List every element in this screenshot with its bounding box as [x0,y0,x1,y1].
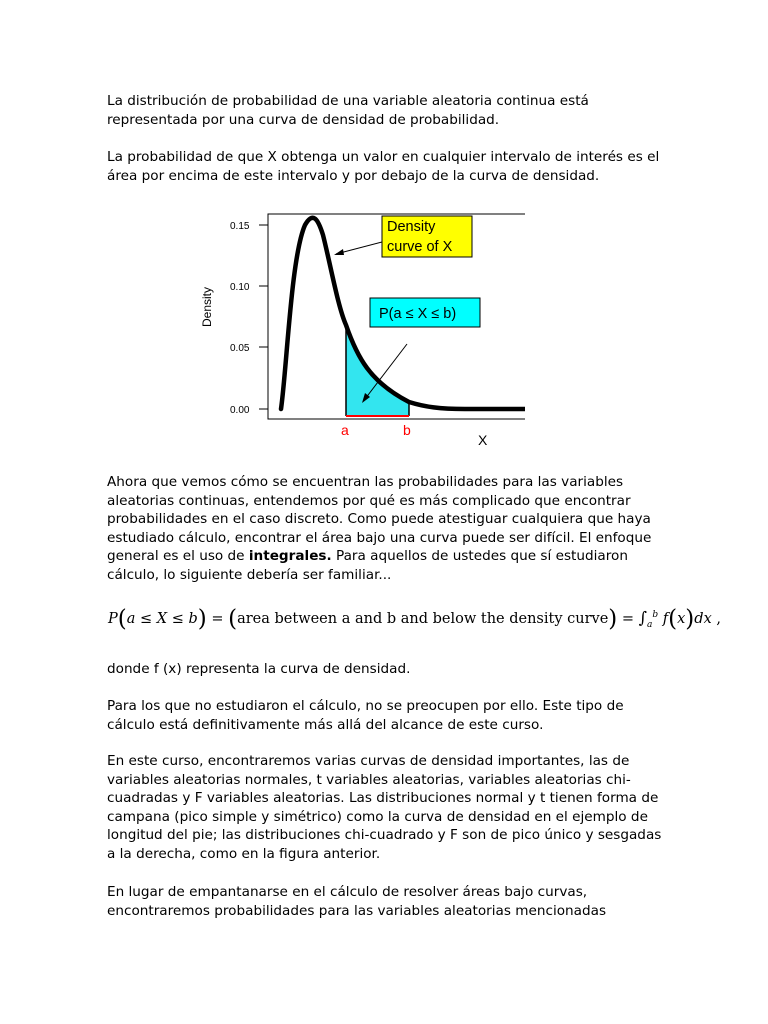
density-callout-arrowhead [334,249,344,255]
integral-symbol: ∫ [638,608,647,627]
formula-equals-1: = [211,611,224,627]
formula-paren-close: ) [197,606,207,632]
formula-x: x [677,611,686,627]
y-tick-label-015: 0.15 [230,221,250,232]
y-axis-label: Density [200,286,214,327]
integrals-paragraph-end: Para aquellos de ustedes que sí estudiaron cálculo, lo siguiente debería ser familiar... [107,548,628,583]
closing-paragraph: En lugar de empantanarse en el cálculo de resolver áreas bajo curvas, encontraremos probabilidades para las variables aleatorias mencionadas [107,884,607,919]
integrals-paragraph-start: Ahora que vemos cómo se encuentran las probabilidades para las variables aleatorias continuas, entendemos por qué es más complicado que encontrar probabilidades en el caso discreto. Como puede atestiguar cualquiera que haya estudiado cálculo, encontrar el área bajo una curva puede ser difícil. El enfoque general es el uso de [107,474,652,565]
density-callout-line2: curve of X [387,239,453,255]
formula-equals-2: = [621,611,635,627]
density-callout-line1: Density [387,219,436,235]
formula-dx: dx [694,611,712,627]
formula-lhs-inner: a ≤ X ≤ b [126,611,198,627]
y-tick-label-010: 0.10 [230,282,250,293]
integral-upper-limit: b [652,610,659,621]
density-curves-paragraph: En este curso, encontraremos varias curvas de densidad importantes, las de variables aleatorias normales, t variables aleatorias, variables aleatorias chi-cuadradas y F variables aleatorias. Las distribuciones normal y t tienen forma de campana (pico simple y simétrico) como la curva de densidad en el ejemplo de longitud del pie; las distribuciones chi-cuadrado y F son de pico único y sesgadas a la derecha, como en la figura anterior. [107,753,662,862]
y-tick-label-005: 0.05 [230,343,250,354]
y-tick-label-000: 0.00 [230,405,250,416]
formula-middle-text: area between a and b and below the density curve [237,611,609,627]
formula-p: P [108,611,118,627]
formula-paren-open: ( [117,606,127,632]
formula-paren-close-2: ) [608,606,618,632]
probability-integral-formula [108,606,748,642]
no-calculus-paragraph: Para los que no estudiaron el cálculo, no se preocupen por ello. Este tipo de cálculo está definitivamente más allá del alcance de este curso. [107,698,624,733]
x-axis-label: X [478,432,488,448]
integrals-keyword: integrales. [248,548,332,565]
formula-f: f [662,611,669,627]
integrals-paragraph [107,473,667,585]
probability-shaded-area [346,325,409,416]
formula-paren-open-2: ( [228,606,238,632]
formula-paren-close-3: ) [685,606,695,632]
formula-comma: , [716,611,721,627]
probability-paragraph: La probabilidad de que X obtenga un valor en cualquier intervalo de interés es el área por encima de este intervalo y por debajo de la curva de densidad. [107,149,660,184]
x-label-a: a [341,422,349,438]
density-curve-figure [195,207,525,457]
formula-paren-open-3: ( [668,606,678,632]
probability-callout-label: P(a ≤ X ≤ b) [379,306,457,322]
x-label-b: b [403,422,411,438]
density-definition-paragraph: donde f (x) representa la curva de densidad. [107,661,411,677]
integral-lower-limit: a [647,619,653,630]
intro-paragraph: La distribución de probabilidad de una variable aleatoria continua está representada por una curva de densidad de probabilidad. [107,93,589,128]
